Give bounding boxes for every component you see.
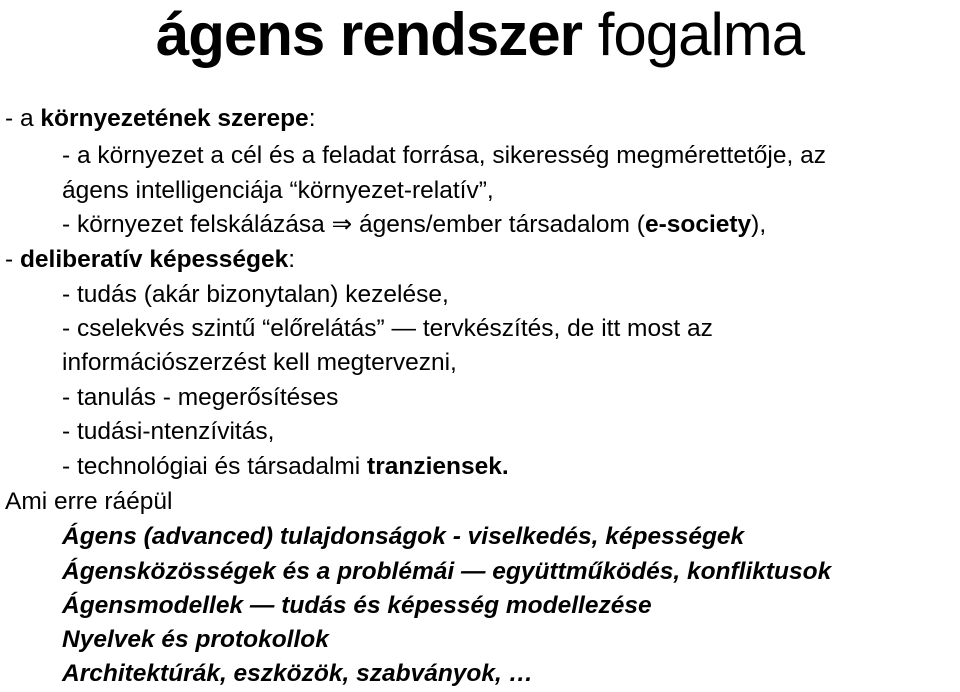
line-agent-intelligence: ágens intelligenciája “környezet-relatív”, <box>62 177 494 204</box>
line-builds-on: Ami erre ráépül <box>5 488 173 515</box>
line-architectures: Architektúrák, eszközök, szabványok, … <box>62 660 534 687</box>
line-information-gathering: információszerzést kell megtervezni, <box>62 349 457 376</box>
line-part: - <box>5 246 20 273</box>
title-regular: fogalma <box>597 1 805 68</box>
line-environment-source: - a környezet a cél és a feladat forrása, sikeresség megmérettetője, az <box>62 142 826 169</box>
title-bold: ágens rendszer <box>155 1 583 68</box>
line-bold-part: deliberatív képességek <box>19 246 289 273</box>
line-part: - technológiai és társadalmi <box>62 453 368 480</box>
line-languages-protocols: Nyelvek és protokollok <box>62 626 329 653</box>
line-advanced-properties: Ágens (advanced) tulajdonságok - viselkedés, képességek <box>62 523 745 550</box>
line-agent-models: Ágensmodellek — tudás és képesség modellezése <box>62 592 652 619</box>
line-part: : <box>308 105 316 132</box>
line-action-planning: - cselekvés szintű “előrelátás” — tervkészítés, de itt most az <box>62 315 713 342</box>
line-agent-communities: Ágensközösségek és a problémái — együttműködés, konfliktusok <box>62 558 832 585</box>
line-environment-scaling <box>62 210 766 240</box>
line-knowledge-handling: - tudás (akár bizonytalan) kezelése, <box>62 281 449 308</box>
line-part: - környezet felskálázása ⇒ ágens/ember társadalom ( <box>62 211 645 238</box>
line-bold-part: környezetének szerepe <box>40 105 309 132</box>
line-bold-part: e-society <box>644 211 752 238</box>
line-part: : <box>288 246 296 273</box>
line-transients <box>62 452 509 482</box>
line-part: ), <box>751 211 767 238</box>
line-deliberative-abilities <box>5 245 295 275</box>
slide-title <box>0 0 960 70</box>
line-knowledge-intensive: - tudási-ntenzívitás, <box>62 418 275 445</box>
line-part: - a <box>5 105 41 132</box>
line-environment-role <box>5 104 316 134</box>
line-learning: - tanulás - megerősítéses <box>62 384 339 411</box>
line-bold-part: tranziensek. <box>367 453 509 480</box>
